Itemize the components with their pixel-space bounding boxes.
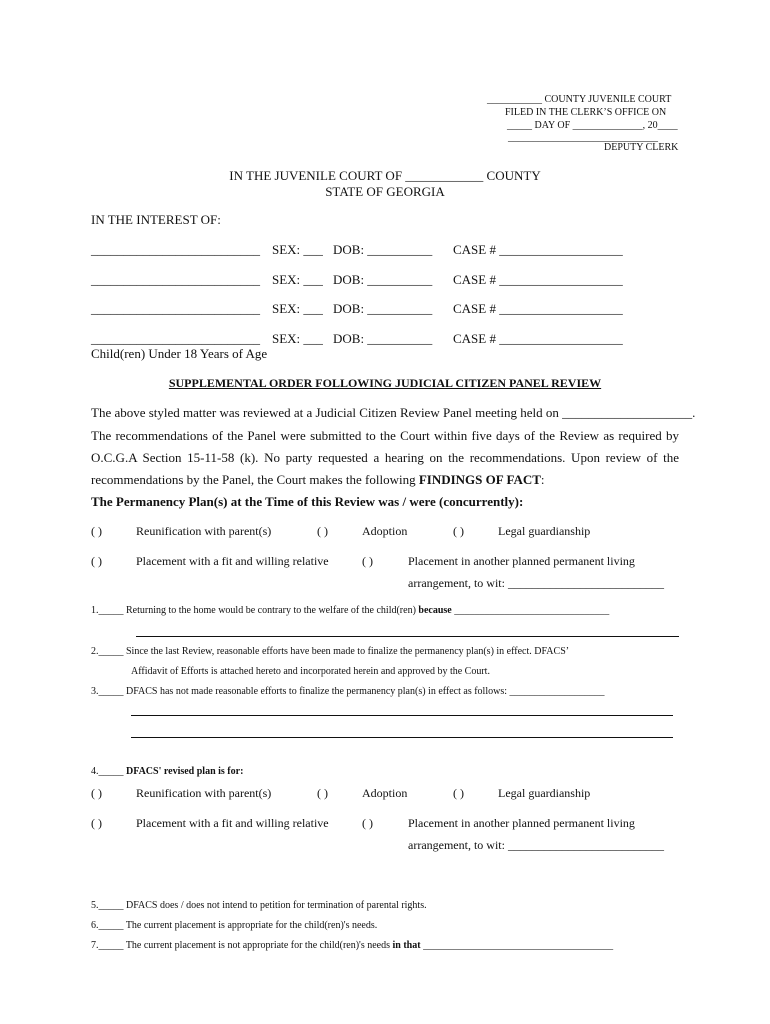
finding-1-because: because: [418, 605, 452, 616]
intro-line-4: [91, 472, 545, 488]
finding-1-text: Returning to the home would be contrary to the welfare of the child(ren): [123, 605, 419, 616]
revised-checkbox-guardianship[interactable]: ( ): [453, 786, 464, 800]
finding-2: [91, 646, 569, 657]
intro-line-2: The recommendations of the Panel were submitted to the Court within five days of the Review as required by: [91, 428, 679, 443]
revised-checkbox-other-arrangement[interactable]: ( ): [362, 816, 373, 830]
finding-5-number[interactable]: 5._____: [91, 900, 124, 911]
child-case-3[interactable]: CASE # ___________________: [453, 301, 623, 316]
finding-7-text: The current placement is not appropriate for the child(ren)'s needs: [123, 940, 393, 951]
filing-filed-line: FILED IN THE CLERK’S OFFICE ON: [505, 107, 667, 118]
finding-7-blank[interactable]: ______________________________________: [420, 940, 614, 951]
child-sex-1[interactable]: SEX: ___: [272, 242, 323, 257]
child-sex-4[interactable]: SEX: ___: [272, 331, 323, 346]
finding-7: [91, 940, 613, 951]
revised-option-guardianship-label: Legal guardianship: [498, 786, 591, 800]
checkbox-relative[interactable]: ( ): [91, 554, 102, 568]
child-name-2[interactable]: __________________________: [91, 272, 260, 287]
finding-1-blank[interactable]: _______________________________: [451, 605, 610, 616]
finding-3-number[interactable]: 3._____: [91, 686, 124, 697]
child-sex-3[interactable]: SEX: ___: [272, 301, 323, 316]
finding-7-number[interactable]: 7._____: [91, 940, 124, 951]
option-other-arrangement[interactable]: arrangement, to wit: __________________________: [408, 576, 664, 590]
court-state: STATE OF GEORGIA: [325, 184, 445, 199]
permanency-heading: The Permanency Plan(s) at the Time of this Review was / were (concurrently):: [91, 494, 524, 509]
finding-5: [91, 900, 427, 911]
child-case-4[interactable]: CASE # ___________________: [453, 331, 623, 346]
revised-option-adoption-label: Adoption: [362, 786, 408, 800]
revised-checkbox-reunification[interactable]: ( ): [91, 786, 102, 800]
intro-line-4-colon: :: [540, 472, 545, 487]
child-name-1[interactable]: __________________________: [91, 242, 260, 257]
finding-3-text: DFACS has not made reasonable efforts to finalize the permanency plan(s) in effect as follows: ___________________: [123, 686, 605, 697]
option-adoption-label: Adoption: [362, 524, 408, 538]
children-caption: Child(ren) Under 18 Years of Age: [91, 346, 268, 361]
finding-1: [91, 605, 609, 616]
findings-of-fact-label: FINDINGS OF FACT: [418, 472, 541, 487]
intro-line-1: The above styled matter was reviewed at a Judicial Citizen Review Panel meeting held on ____________________.: [91, 405, 696, 420]
filing-deputy-clerk: DEPUTY CLERK: [604, 142, 679, 153]
intro-line-4-text: recommendations by the Panel, the Court makes the following: [91, 472, 419, 487]
filing-date-line: _____ DAY OF ______________, 20____: [507, 120, 678, 131]
option-other-label: Placement in another planned permanent living: [408, 554, 635, 568]
finding-4-text: DFACS' revised plan is for:: [123, 766, 244, 777]
revised-option-relative-label: Placement with a fit and willing relative: [136, 816, 329, 830]
option-reunification-label: Reunification with parent(s): [136, 524, 272, 538]
checkbox-guardianship[interactable]: ( ): [453, 524, 464, 538]
child-name-3[interactable]: __________________________: [91, 301, 260, 316]
revised-option-reunification-label: Reunification with parent(s): [136, 786, 272, 800]
finding-4-number[interactable]: 4._____: [91, 766, 124, 777]
finding-5-text: DFACS does / does not intend to petition for termination of parental rights.: [123, 900, 427, 911]
finding-6: [91, 920, 377, 931]
intro-line-3: O.C.G.A Section 15-11-58 (k). No party requested a hearing on the recommendations. Upon review of the: [91, 450, 679, 465]
court-heading: IN THE JUVENILE COURT OF ____________ COUNTY: [229, 168, 541, 183]
finding-7-in-that: in that: [392, 940, 421, 951]
filing-signature-line: ______________________________: [508, 132, 658, 143]
finding-4: [91, 766, 243, 777]
checkbox-other-arrangement[interactable]: ( ): [362, 554, 373, 568]
finding-6-number[interactable]: 6._____: [91, 920, 124, 931]
child-name-4[interactable]: __________________________: [91, 331, 260, 346]
finding-1-continuation-line[interactable]: [136, 636, 679, 637]
child-case-1[interactable]: CASE # ___________________: [453, 242, 623, 257]
finding-1-number[interactable]: 1._____: [91, 605, 124, 616]
child-case-2[interactable]: CASE # ___________________: [453, 272, 623, 287]
finding-2-continuation: Affidavit of Efforts is attached hereto and incorporated herein and approved by the Court.: [131, 666, 490, 677]
interest-label: IN THE INTEREST OF:: [91, 212, 221, 227]
finding-2-number[interactable]: 2._____: [91, 646, 124, 657]
child-dob-2[interactable]: DOB: __________: [333, 272, 433, 287]
checkbox-adoption[interactable]: ( ): [317, 524, 328, 538]
filing-county-line: ___________ COUNTY JUVENILE COURT: [487, 94, 672, 105]
revised-option-other-arrangement[interactable]: arrangement, to wit: __________________________: [408, 838, 664, 852]
finding-3-line-1[interactable]: [131, 715, 673, 716]
child-dob-1[interactable]: DOB: __________: [333, 242, 433, 257]
option-relative-label: Placement with a fit and willing relative: [136, 554, 329, 568]
revised-option-other-label: Placement in another planned permanent living: [408, 816, 635, 830]
child-dob-4[interactable]: DOB: __________: [333, 331, 433, 346]
finding-2-text: Since the last Review, reasonable efforts have been made to finalize the permanency plan(s) in effect. DFACS’: [123, 646, 570, 657]
revised-checkbox-relative[interactable]: ( ): [91, 816, 102, 830]
child-sex-2[interactable]: SEX: ___: [272, 272, 323, 287]
option-guardianship-label: Legal guardianship: [498, 524, 591, 538]
finding-3: [91, 686, 605, 697]
checkbox-reunification[interactable]: ( ): [91, 524, 102, 538]
revised-checkbox-adoption[interactable]: ( ): [317, 786, 328, 800]
finding-3-line-2[interactable]: [131, 737, 673, 738]
order-title: SUPPLEMENTAL ORDER FOLLOWING JUDICIAL CITIZEN PANEL REVIEW: [168, 376, 602, 390]
child-dob-3[interactable]: DOB: __________: [333, 301, 433, 316]
finding-6-text: The current placement is appropriate for the child(ren)'s needs.: [123, 920, 378, 931]
